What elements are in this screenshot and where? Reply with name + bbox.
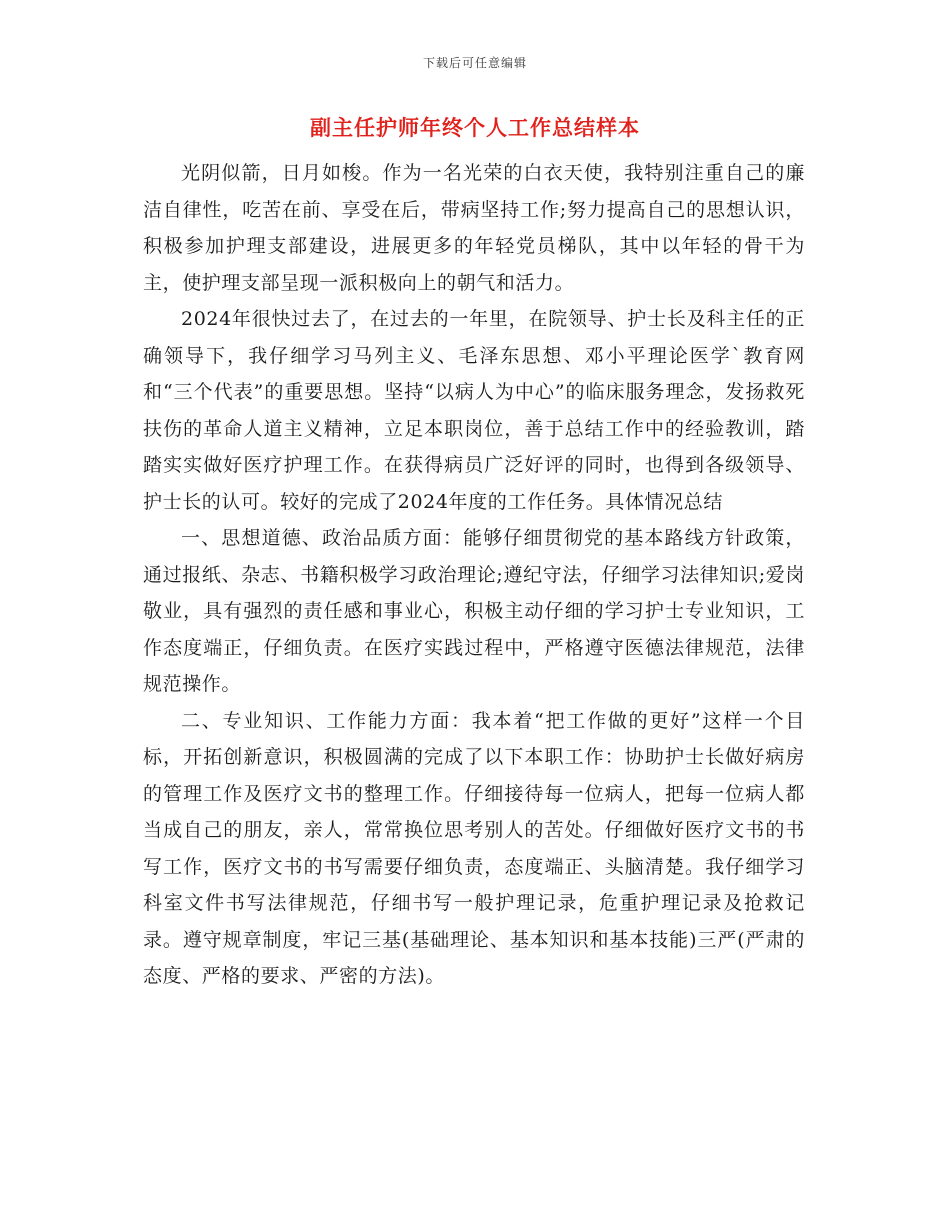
paragraph-section-1: 一、思想道德、政治品质方面：能够仔细贯彻党的基本路线方针政策，通过报纸、杂志、书籍积极学习政治理论;遵纪守法，仔细学习法律知识;爱岗敬业，具有强烈的责任感和事业心，积极主动仔细的学习护士专业知识，工作态度端正，仔细负责。在医疗实践过程中，严格遵守医德法律规范，法律规范操作。 — [143, 527, 805, 695]
document-title: 副主任护师年终个人工作总结样本 — [310, 116, 640, 140]
page-header-note: 下载后可任意编辑 — [422, 56, 527, 70]
document-body — [143, 155, 805, 995]
paragraph-intro: 光阴似箭，日月如梭。作为一名光荣的白衣天使，我特别注重自己的廉洁自律性，吃苦在前、享受在后，带病坚持工作;努力提高自己的思想认识，积极参加护理支部建设，进展更多的年轻党员梯队，其中以年轻的骨干为主，使护理支部呈现一派积极向上的朝气和活力。 — [143, 162, 805, 294]
paragraph-overview: 2024年很快过去了，在过去的一年里，在院领导、护士长及科主任的正确领导下，我仔细学习马列主义、毛泽东思想、邓小平理论医学`教育网和“三个代表”的重要思想。坚持“以病人为中心”的临床服务理念，发扬救死扶伤的革命人道主义精神，立足本职岗位，善于总结工作中的经验教训，踏踏实实做好医疗护理工作。在获得病员广泛好评的同时，也得到各级领导、护士长的认可。较好的完成了2024年度的工作任务。具体情况总结 — [143, 308, 805, 513]
paragraph-section-2: 二、专业知识、工作能力方面：我本着“把工作做的更好”这样一个目标，开拓创新意识，积极圆满的完成了以下本职工作：协助护士长做好病房的管理工作及医疗文书的整理工作。仔细接待每一位病人，把每一位病人都当成自己的朋友，亲人，常常换位思考别人的苦处。仔细做好医疗文书的书写工作，医疗文书的书写需要仔细负责，态度端正、头脑清楚。我仔细学习科室文件书写法律规范，仔细书写一般护理记录，危重护理记录及抢救记录。遵守规章制度，牢记三基(基础理论、基本知识和基本技能)三严(严肃的态度、严格的要求、严密的方法)。 — [143, 709, 805, 987]
